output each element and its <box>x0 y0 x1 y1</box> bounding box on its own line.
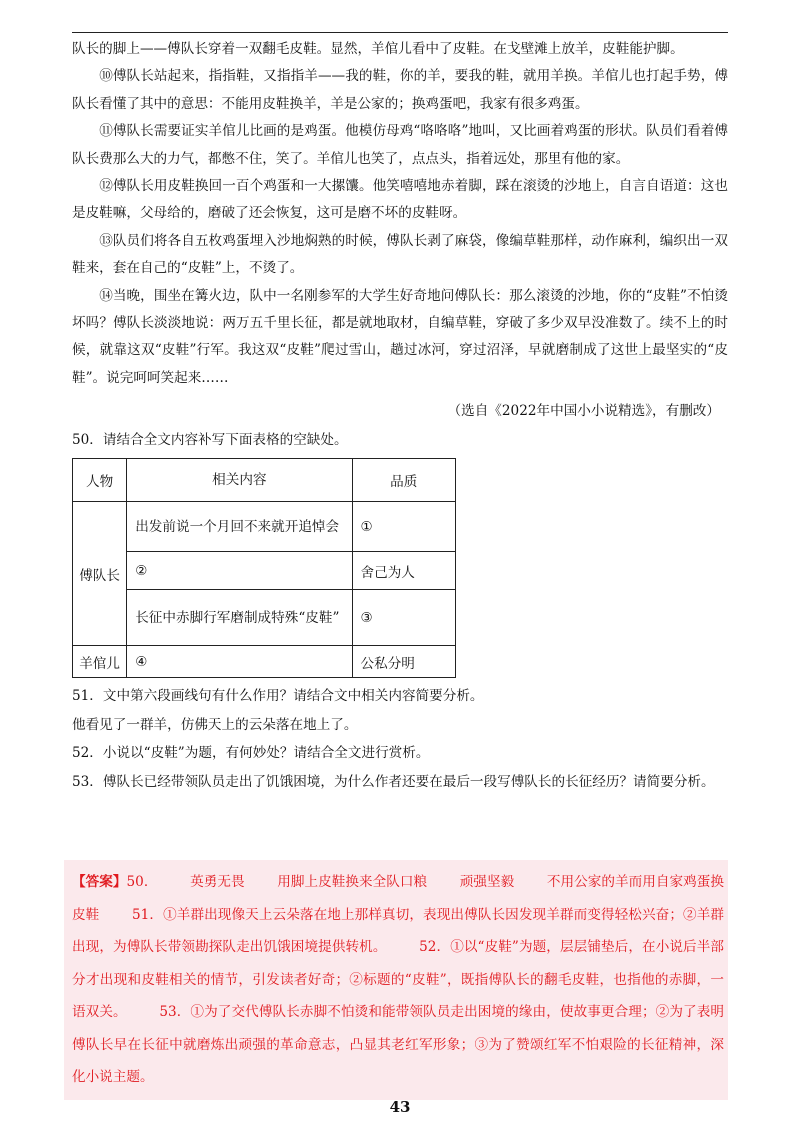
question-51-quote: 他看见了一群羊，仿佛天上的云朵落在地上了。 <box>72 716 358 733</box>
story-text <box>72 36 728 392</box>
story-paragraph: ⑬队员们将各自五枚鸡蛋埋入沙地焖熟的时候，傅队长剥了麻袋，像编草鞋那样，动作麻利，编织出一双鞋来，套在自己的“皮鞋”上，不烫了。 <box>72 232 728 277</box>
table-cell-quality: ③ <box>352 590 455 646</box>
table-header: 人物 <box>73 459 127 502</box>
question-53: 53．傅队长已经带领队员走出了饥饿困境，为什么作者还要在最后一段写傅队长的长征经历？请简要分析。 <box>72 773 715 790</box>
table-cell-quality: 公私分明 <box>352 646 455 678</box>
table-header: 相关内容 <box>127 459 352 502</box>
story-paragraph: 队长的脚上——傅队长穿着一双翻毛皮鞋。显然，羊倌儿看中了皮鞋。在戈壁滩上放羊，皮鞋能护脚。 <box>72 41 684 57</box>
story-paragraph: ⑫傅队长用皮鞋换回一百个鸡蛋和一大摞馕。他笑嘻嘻地赤着脚，踩在滚烫的沙地上，自言自语道：这也是皮鞋嘛，父母给的，磨破了还会恢复，这可是磨不坏的皮鞋呀。 <box>72 178 728 222</box>
answer-53: 53．①为了交代傅队长赤脚不怕烫和能带领队员走出困境的缘由，使故事更合理；②为了表明傅队长早在长征中就磨炼出顽强的革命意志，凸显其老红军形象；③为了赞颂红军不怕艰险的长征精神，深化小说主题。 <box>72 1004 724 1085</box>
question-52: 52．小说以“皮鞋”为题，有何妙处？请结合全文进行赏析。 <box>72 745 430 762</box>
table-row <box>73 502 456 552</box>
question-50: 50．请结合全文内容补写下面表格的空缺处。 <box>72 432 348 449</box>
table-cell-content: ④ <box>127 646 352 678</box>
character-table <box>72 458 456 678</box>
questions <box>72 682 728 796</box>
story-paragraph: ⑭当晚，围坐在篝火边，队中一名刚参军的大学生好奇地问傅队长：那么滚烫的沙地，你的“皮鞋”不怕烫坏吗？傅队长淡淡地说：两万五千里长征，都是就地取材，自编草鞋，穿破了多少双早没准数了。续不上的时候，就靠这双“皮鞋”行军。我这双“皮鞋”爬过雪山，趟过冰河，穿过沼泽，早就磨制成了这世上最坚实的“皮鞋”。说完呵呵笑起来…… <box>72 287 728 386</box>
table-row <box>73 590 456 646</box>
source-citation: （选自《2022年中国小小说精选》，有删改） <box>447 403 720 420</box>
table-cell-quality: 舍己为人 <box>352 552 455 590</box>
table-cell-content: 长征中赤脚行军磨制成特殊“皮鞋” <box>127 590 352 646</box>
answer-50-item: 顽强坚毅 <box>459 874 515 890</box>
table-header-row <box>73 459 456 502</box>
table-cell-person: 羊倌儿 <box>73 646 127 678</box>
top-rule <box>72 32 728 33</box>
table-cell-person: 傅队长 <box>73 502 127 646</box>
story-paragraph: ⑩傅队长站起来，指指鞋，又指指羊——我的鞋，你的羊，要我的鞋，就用羊换。羊倌儿也打起手势，傅队长看懂了其中的意思：不能用皮鞋换羊，羊是公家的；换鸡蛋吧，我家有很多鸡蛋。 <box>72 68 728 112</box>
answer-50-item: 英勇无畏 <box>190 874 245 890</box>
table-cell-content: ② <box>127 552 352 590</box>
story-paragraph: ⑪傅队长需要证实羊倌儿比画的是鸡蛋。他模仿母鸡“咯咯咯”地叫，又比画着鸡蛋的形状。队员们看着傅队长费那么大的力气，都憋不住，笑了。羊倌儿也笑了，点点头，指着远处，那里有他的家。 <box>72 123 728 167</box>
table-row <box>73 646 456 678</box>
answer-tag: 【答案】 <box>72 874 127 890</box>
table-cell-quality: ① <box>352 502 455 552</box>
answer-50-item: 用脚上皮鞋换来全队口粮 <box>277 874 428 890</box>
table-row <box>73 552 456 590</box>
page-number: 43 <box>389 1098 411 1116</box>
answer-52: 52．①以“皮鞋”为题，层层铺垫后，在小说后半部分才出现和皮鞋相关的情节，引发读者好奇；②标题的“皮鞋”，既指傅队长的翻毛皮鞋，也指他的赤脚，一语双关。 <box>72 939 724 1020</box>
answer-50-number: 50． <box>126 874 158 890</box>
table-header: 品质 <box>352 459 455 502</box>
answer-51: 51．①羊群出现像天上云朵落在地上那样真切，表现出傅队长因发现羊群而变得轻松兴奋；②羊群出现，为傅队长带领勘探队走出饥饿困境提供转机。 <box>72 906 725 955</box>
question-51: 51．文中第六段画线句有什么作用？请结合文中相关内容简要分析。 <box>72 688 484 705</box>
table-cell-content: 出发前说一个月回不来就开追悼会 <box>127 502 352 552</box>
page-content <box>72 36 728 796</box>
answer-50-item: 不用公家的羊而用自家鸡蛋换皮鞋 <box>72 874 725 923</box>
answer-box <box>64 860 728 1100</box>
